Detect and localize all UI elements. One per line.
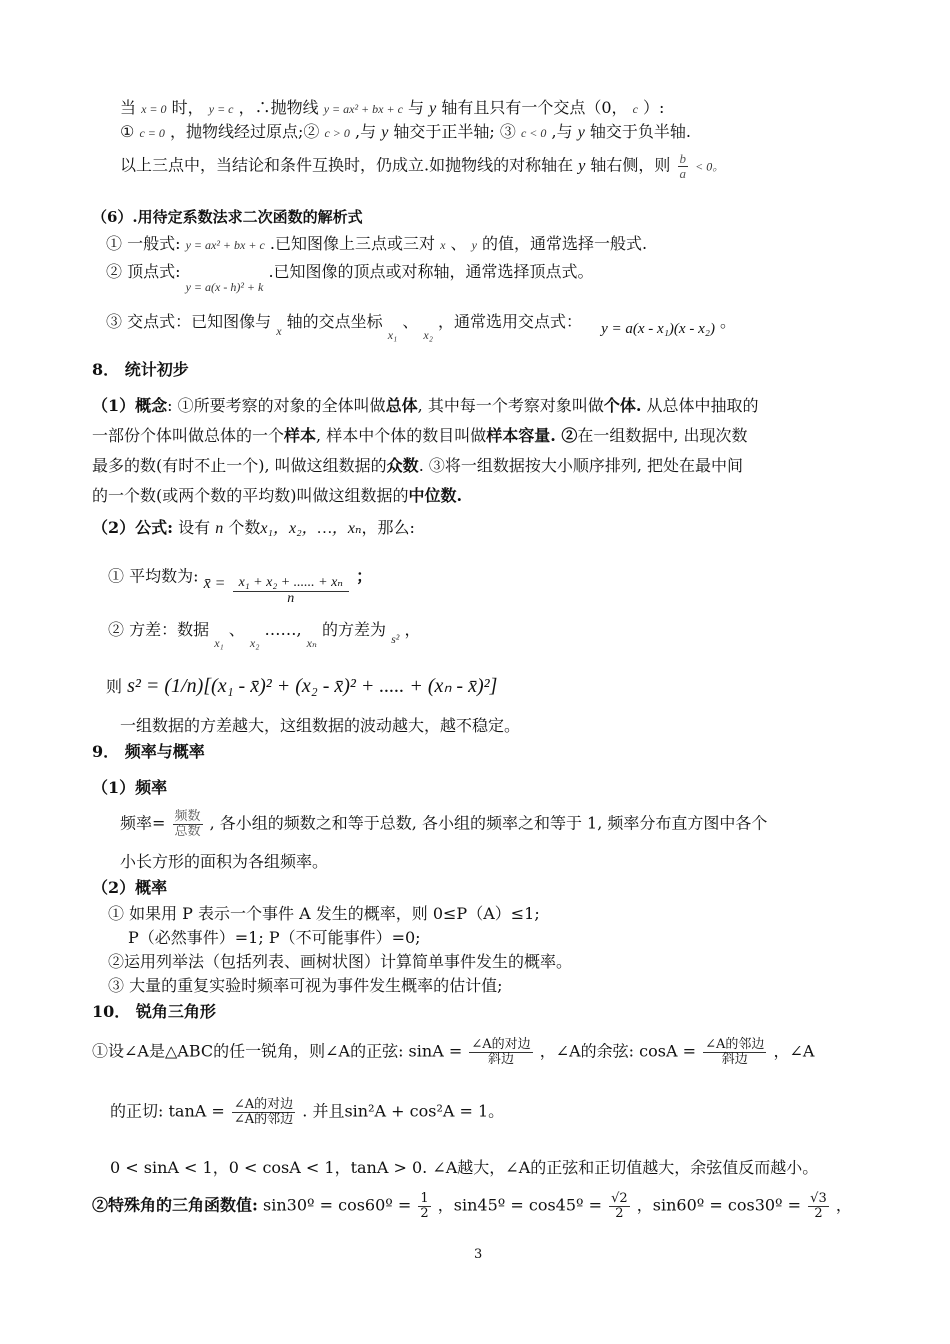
text: ，∴抛物线 — [238, 98, 319, 117]
top-line-2 — [120, 122, 691, 142]
text: ）: — [643, 98, 665, 117]
math: y = ax² + bx + c — [185, 238, 265, 252]
text: 时， — [171, 98, 204, 117]
text: ,与 — [355, 122, 377, 141]
variance-formula: s² = (1/n)[(x₁ - x̄)² + (x₂ - x̄)² + ..... + (xₙ - x̄)²] — [127, 675, 498, 697]
text: （2）公式: — [92, 518, 174, 537]
text: 、 — [228, 620, 245, 639]
math: y — [381, 124, 389, 141]
fraction-b-over-a — [678, 152, 689, 180]
numerator: 频数 — [174, 809, 201, 824]
math: < 0。 — [695, 159, 725, 174]
text: 设有 — [173, 518, 216, 537]
s8-para-line-2 — [92, 426, 748, 445]
text: （1）概念 — [92, 396, 168, 415]
math: c > 0 — [324, 126, 350, 140]
text: 中位数. — [408, 486, 463, 505]
text: 的方差为 — [321, 620, 386, 639]
math: x — [440, 238, 446, 252]
math: x₁ — [214, 636, 224, 650]
text: 当 — [120, 98, 137, 117]
s8-formula-intro — [92, 518, 415, 538]
text: 的正切: tanA = — [110, 1101, 225, 1121]
s8-variance-note: 一组数据的方差越大，这组数据的波动越大，越不稳定。 — [120, 716, 521, 735]
text: 个体. — [603, 396, 642, 415]
text: 与 — [408, 98, 425, 117]
text: ……, — [264, 620, 302, 639]
text: 轴右侧，则 — [590, 155, 671, 175]
s9-prob-4: ③ 大量的重复实验时频率可视为事件发生概率的估计值; — [108, 976, 503, 995]
section-8-title: 8． 统计初步 — [92, 360, 189, 379]
text: ，∠A — [773, 1041, 815, 1061]
text: ①设∠A是△ABC的任一锐角，则∠A的正弦: sinA = — [92, 1041, 463, 1061]
text: ②特殊角的三角函数值: — [92, 1195, 258, 1215]
math: y — [577, 124, 585, 141]
text: 总体 — [385, 396, 418, 415]
section-9-title: 9． 频率与概率 — [92, 742, 205, 761]
s9-sub-probability: （2）概率 — [92, 878, 168, 897]
math-c: c — [632, 102, 638, 116]
text: sin30º = cos60º = — [263, 1195, 412, 1215]
text: ② 顶点式: — [106, 262, 181, 281]
denominator: 斜边 — [721, 1051, 748, 1067]
cos-fraction — [703, 1038, 766, 1066]
denominator: ∠A的邻边 — [233, 1111, 294, 1127]
s8-variance-formula — [106, 674, 497, 698]
math: x₁，x₂，…，xₙ — [260, 520, 362, 537]
text: ② — [555, 426, 578, 445]
s6-line-3 — [106, 312, 737, 342]
text: : ①所要考察的对象的全体叫做 — [167, 396, 386, 415]
text: 以上三点中，当结论和条件互换时，仍成立.如抛物线的对称轴在 — [120, 155, 574, 175]
s9-prob-2: P（必然事件）=1; P（不可能事件）=0; — [128, 928, 421, 947]
math-yc: y = c — [208, 102, 234, 116]
text: 频率= — [120, 813, 166, 833]
text: 的值，通常选择一般式. — [482, 234, 648, 253]
numerator: ∠A的对边 — [233, 1097, 294, 1112]
numerator: ∠A的对边 — [471, 1037, 531, 1052]
text: ,与 — [551, 122, 573, 141]
s6-line-2 — [106, 262, 594, 294]
sin-fraction — [469, 1038, 532, 1066]
text: , 其中每一个考察对象叫做 — [417, 396, 604, 415]
numerator: b — [679, 151, 686, 166]
text: 轴有且只有一个交点（0， — [441, 98, 628, 117]
text: 则 — [106, 677, 123, 696]
text: . ③将一组数据按大小顺序排列, 把处在最中间 — [418, 456, 744, 475]
s9-frequency-line — [120, 810, 767, 838]
math: y — [578, 157, 586, 175]
text: . 并且sin²A + cos²A = 1。 — [302, 1101, 505, 1121]
denominator: n — [287, 590, 295, 606]
text: ； — [356, 566, 373, 586]
text: 个数 — [223, 518, 261, 537]
text: ，抛物线经过原点;② — [169, 122, 320, 141]
math: x̄ = — [203, 574, 226, 592]
s9-prob-1: ① 如果用 P 表示一个事件 A 发生的概率，则 0≤P（A）≤1; — [108, 904, 540, 923]
text: ① — [120, 122, 135, 141]
text: 轴交于负半轴. — [589, 122, 691, 141]
text: 样本 — [284, 426, 317, 445]
text: ，sin45º = cos45º = — [437, 1195, 603, 1215]
s8-average — [108, 562, 373, 606]
text: 一部份个体叫做总体的一个 — [92, 426, 285, 445]
denominator: 2 — [814, 1205, 823, 1221]
s9-prob-3: ②运用列举法（包括列表、画树状图）计算简单事件发生的概率。 — [108, 952, 573, 971]
s8-para-line-4 — [92, 486, 462, 505]
text: ② 方差：数据 — [108, 620, 210, 639]
text: 众数 — [386, 456, 419, 475]
denominator: 斜边 — [487, 1051, 514, 1067]
page-number: 3 — [474, 1247, 483, 1262]
text: ③ 交点式：已知图像与 — [106, 312, 272, 331]
math: y — [471, 238, 477, 252]
section-10-title: 10． 锐角三角形 — [92, 1002, 216, 1021]
text: 样本容量. — [486, 426, 556, 445]
math: x₂ — [423, 328, 433, 342]
s10-line-3: 0 < sinA < 1，0 < cosA < 1，tanA > 0. ∠A越大，∠A的正弦和正切值越大，余弦值反而越小。 — [110, 1158, 819, 1177]
text: 轴的交点坐标 — [286, 312, 383, 331]
text: ① 一般式: — [106, 234, 181, 253]
text: ， — [835, 1195, 852, 1215]
s6-line-1 — [106, 234, 647, 253]
s9-frequency-line-2: 小长方形的面积为各组频率。 — [120, 852, 329, 871]
value-half — [418, 1192, 430, 1220]
denominator: a — [679, 165, 686, 181]
math: y = a(x - x₁)(x - x₂) — [601, 321, 715, 337]
s10-line-2 — [110, 1098, 504, 1126]
value-root2-half — [609, 1192, 630, 1220]
numerator: x₁ + x₂ + ...... + xₙ — [233, 576, 349, 592]
denominator: 2 — [615, 1205, 624, 1221]
denominator: 2 — [420, 1205, 429, 1221]
text: , 样本中个体的数目叫做 — [316, 426, 487, 445]
numerator: √3 — [810, 1191, 827, 1206]
math: n — [215, 520, 224, 537]
text: 、 — [402, 312, 419, 331]
text: ，sin60º = cos30º = — [636, 1195, 802, 1215]
top-line-3 — [120, 152, 724, 180]
math: x₁ — [387, 328, 398, 342]
math: c < 0 — [520, 126, 547, 140]
value-root3-half — [808, 1192, 829, 1220]
math: y = a(x - h)² + k — [185, 280, 264, 294]
average-fraction — [233, 576, 349, 606]
text: .已知图像上三点或三对 — [269, 234, 435, 253]
text: ① 平均数为: — [108, 566, 199, 586]
text: 、 — [450, 234, 467, 253]
s8-para-line-1 — [92, 396, 759, 415]
numerator: √2 — [611, 1191, 628, 1206]
text: , 各小组的频数之和等于总数, 各小组的频率之和等于 1, 频率分布直方图中各个 — [209, 813, 768, 833]
numerator: 1 — [420, 1191, 429, 1206]
text: ，通常选用交点式： — [438, 312, 583, 331]
text: 轴交于正半轴; ③ — [393, 122, 516, 141]
math-y: y — [429, 100, 437, 117]
numerator: ∠A的邻边 — [705, 1037, 765, 1052]
math-x0: x = 0 — [141, 102, 167, 116]
text: 在一组数据中, 出现次数 — [577, 426, 748, 445]
s10-line-1 — [92, 1038, 814, 1066]
text: 最多的数(有时不止一个), 叫做这组数据的 — [92, 456, 387, 475]
s8-para-line-3 — [92, 456, 743, 475]
text: 从总体中抽取的 — [641, 396, 759, 415]
s10-line-4 — [92, 1192, 852, 1220]
s8-variance-intro — [108, 620, 421, 650]
section-6-title: （6）.用待定系数法求二次函数的解析式 — [92, 208, 363, 226]
math: xₙ — [306, 636, 317, 650]
text: 的一个数(或两个数的平均数)叫做这组数据的 — [92, 486, 409, 505]
math: x — [276, 324, 282, 338]
tan-fraction — [232, 1098, 295, 1126]
math-parabola: y = ax² + bx + c — [323, 102, 403, 116]
text: 。 — [720, 312, 737, 331]
text: ，那么: — [361, 518, 415, 537]
top-line-1 — [120, 98, 664, 118]
math: c = 0 — [139, 126, 165, 140]
frequency-fraction — [173, 810, 203, 838]
s9-sub-frequency: （1）频率 — [92, 778, 168, 797]
text: .已知图像的顶点或对称轴，通常选择顶点式。 — [268, 262, 594, 281]
denominator: 总数 — [174, 823, 201, 839]
text: ， — [404, 620, 421, 639]
math: x₂ — [249, 636, 260, 650]
math: s² — [391, 632, 400, 646]
text: ，∠A的余弦: cosA = — [539, 1041, 697, 1061]
